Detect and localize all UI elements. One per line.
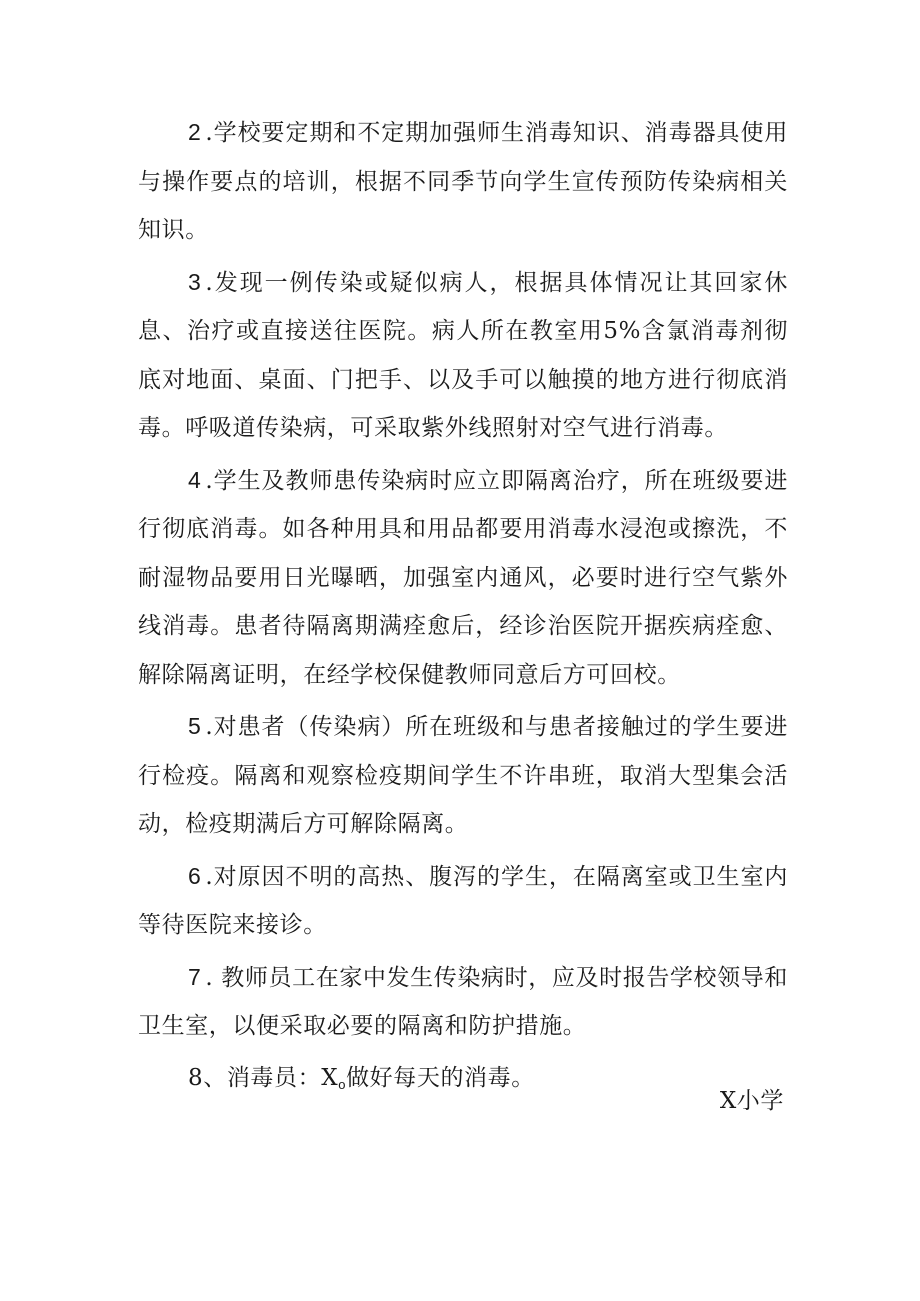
item-number: 4	[188, 466, 202, 493]
list-item	[138, 702, 788, 849]
item-number: 7	[188, 963, 202, 990]
item8-prefix: 8、消毒员：X	[188, 1064, 339, 1091]
list-item	[138, 456, 788, 700]
item-text: .对患者（传染病）所在班级和与患者接触过的学生要进行检疫。隔离和观察检疫期间学生不许串班，取消大型集会活动，检疫期满后方可解除隔离。	[138, 714, 788, 837]
item-text: .学生及教师患传染病时应立即隔离治疗，所在班级要进行彻底消毒。如各种用具和用品都要用消毒水浸泡或擦洗，不耐湿物品要用日光曝晒，加强室内通风，必要时进行空气紫外线消毒。患者待隔离期满痊愈后，经诊治医院开据疾病痊愈、解除隔离证明，在经学校保健教师同意后方可回校。	[138, 467, 788, 688]
item8-subscript: o	[338, 1076, 347, 1092]
item-number: 3	[188, 268, 202, 295]
item-text: .发现一例传染或疑似病人，根据具体情况让其回家休息、治疗或直接送往医院。病人所在教室用5%含氯消毒剂彻底对地面、桌面、门把手、以及手可以触摸的地方进行彻底消毒。呼吸道传染病，可采取紫外线照射对空气进行消毒。	[138, 269, 788, 441]
list-item	[138, 852, 788, 950]
list-item-disinfector	[138, 1054, 788, 1110]
document-body	[138, 108, 788, 1112]
list-item	[138, 258, 788, 453]
item8-suffix: 做好每天的消毒。	[346, 1064, 535, 1091]
item-number: 6	[188, 862, 202, 889]
item-number: 2	[188, 119, 202, 145]
item-text: . 教师员工在家中发生传染病时，应及时报告学校领导和卫生室，以便采取必要的隔离和防护措施。	[138, 964, 788, 1039]
item-text: .学校要定期和不定期加强师生消毒知识、消毒器具使用与操作要点的培训，根据不同季节向学生宣传预防传染病相关知识。	[138, 120, 788, 243]
item-text: .对原因不明的高热、腹泻的学生，在隔离室或卫生室内等待医院来接诊。	[138, 863, 788, 938]
list-item	[138, 953, 788, 1051]
list-item	[138, 108, 788, 255]
item-number: 5	[188, 713, 202, 739]
school-signature: X小学	[719, 1088, 784, 1114]
